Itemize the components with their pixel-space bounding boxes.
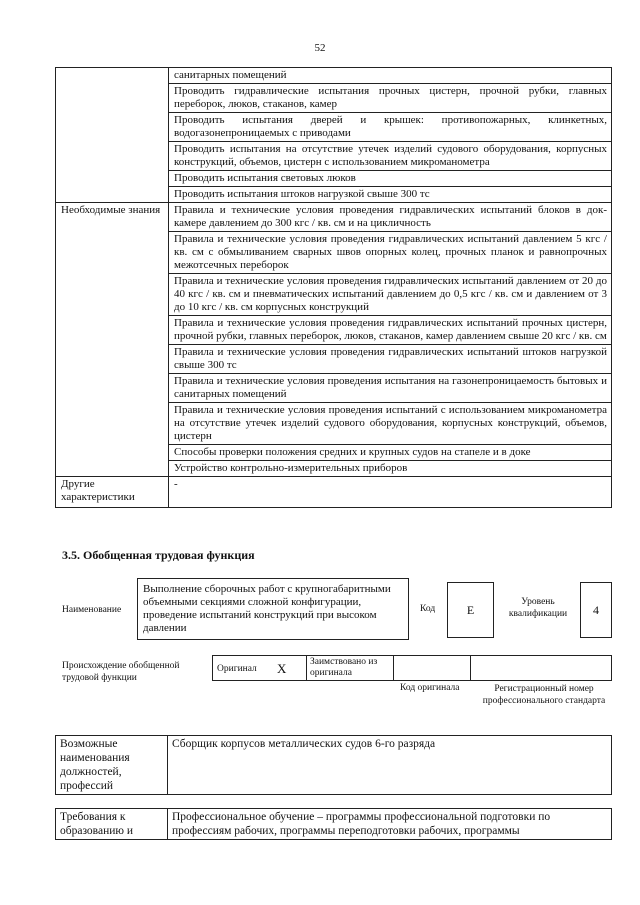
code-value: E — [447, 582, 494, 638]
borrowed-cell — [306, 655, 394, 681]
section-title: 3.5. Обобщенная трудовая функция — [62, 548, 255, 562]
table-row — [56, 68, 612, 84]
reg-number-caption: Регистрационный номер профессионального стандарта — [482, 684, 606, 706]
row-label-empty — [56, 68, 169, 203]
borrowed-label: Заимствовано из оригинала — [310, 657, 378, 678]
row-value: Проводить испытания световых люков — [169, 171, 612, 187]
row-value: Правила и технические условия проведения гидравлических испытаний прочных цистерн, прочной рубки, главных переборок, люков, стаканов, камер давлением свыше 20 кгс / кв. см — [169, 316, 612, 345]
table-row — [56, 477, 612, 508]
row-value: Правила и технические условия проведения гидравлических испытаний блоков в док-камере давлением до 300 кгс / кв. см и на цикличность — [169, 203, 612, 232]
original-mark: X — [277, 661, 287, 676]
positions-value: Сборщик корпусов металлических судов 6-го разряда — [168, 736, 612, 795]
code-label: Код — [420, 604, 436, 614]
original-cell — [212, 655, 307, 681]
table-row — [56, 203, 612, 232]
other-value: - — [169, 477, 612, 508]
name-label: Наименование — [62, 605, 122, 615]
row-value: Проводить испытания на отсутствие утечек изделий судового оборудования, корпусных конструкций, объемов, цистерн с использованием микроманометра — [169, 142, 612, 171]
education-label: Требования к образованию и — [56, 809, 168, 840]
knowledge-table — [55, 67, 612, 508]
name-value: Выполнение сборочных работ с крупногабаритными объемными секциями сложной конфигурации, проведение испытаний конструкций при высоком давлении — [137, 578, 409, 640]
row-value: Правила и технические условия проведения испытаний с использованием микроманометра на отсутствие утечек изделий судового оборудования, корпусных конструкций, объемов, цистерн — [169, 403, 612, 445]
level-value: 4 — [580, 582, 612, 638]
education-table — [55, 808, 612, 840]
original-label: Оригинал — [217, 664, 257, 674]
row-value: Проводить испытания штоков нагрузкой свыше 300 тс — [169, 187, 612, 203]
row-value: Правила и технические условия проведения гидравлических испытаний давлением от 20 до 40 кгс / кв. см и пневматических испытаний давлением до 0,5 кгс / кв. см и давлением от 3 до 10 кгс / кв. см корпусных конструкций — [169, 274, 612, 316]
other-label: Другие характеристики — [56, 477, 169, 508]
education-value: Профессиональное обучение – программы профессиональной подготовки по профессиям рабочих, программы переподготовки рабочих, программы — [168, 809, 612, 840]
code-original-cell — [393, 655, 471, 681]
positions-label: Возможные наименования должностей, профессий — [56, 736, 168, 795]
row-value: Проводить гидравлические испытания прочных цистерн, прочной рубки, главных переборок, люков, стаканов, камер — [169, 84, 612, 113]
positions-table — [55, 735, 612, 795]
row-value: Правила и технические условия проведения испытания на газонепроницаемость бытовых и санитарных помещений — [169, 374, 612, 403]
row-label: Необходимые знания — [56, 203, 169, 477]
row-value: санитарных помещений — [169, 68, 612, 84]
code-original-caption: Код оригинала — [400, 683, 460, 693]
reg-number-cell — [470, 655, 612, 681]
row-value: Способы проверки положения средних и крупных судов на стапеле и в доке — [169, 445, 612, 461]
level-label: Уровень квалификации — [508, 597, 568, 619]
origin-label: Происхождение обобщенной трудовой функции — [62, 661, 180, 683]
row-value: Устройство контрольно-измерительных приборов — [169, 461, 612, 477]
row-value: Проводить испытания дверей и крышек: противопожарных, клинкетных, водогазонепроницаемых с приводами — [169, 113, 612, 142]
row-value: Правила и технические условия проведения гидравлических испытаний штоков нагрузкой свыше 300 тс — [169, 345, 612, 374]
row-value: Правила и технические условия проведения гидравлических испытаний давлением 5 кгс / кв. см с обмыливанием сварных швов опорных колец, прочных планок и равнопрочных межотсечных переборок — [169, 232, 612, 274]
page-number: 52 — [314, 42, 326, 54]
